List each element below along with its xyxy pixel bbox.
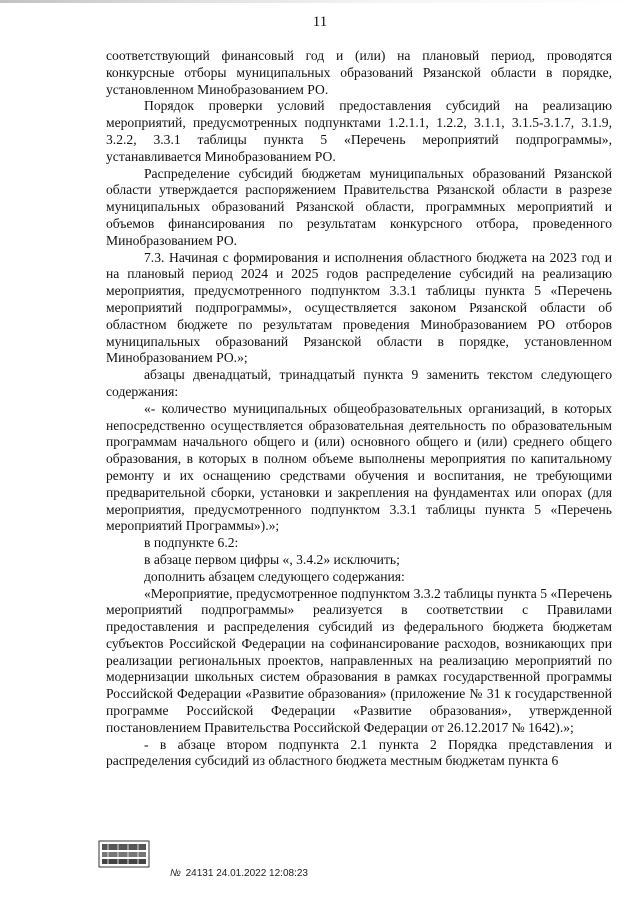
paragraph: «Мероприятие, предусмотренное подпунктом 3.3.2 таблицы пункта 5 «Перечень мероприятий подпрограммы» реализуется в соответствии с Правилами предоставления и распределения субсидий из федерального бюджета бюджетам субъектов Российской Федерации на софинансирование расходов, возникающих при реализации региональных проектов, направленных на реализацию мероприятий по модернизации школьных систем образования в рамках государственной программы Российской Федерации «Развитие образования» (приложение № 31 к государственной программе Российской Федерации «Развитие образования», утвержденной постановлением Правительства Российской Федерации от 26.12.2017 № 1642).»; (106, 585, 612, 735)
page-number: 11 (312, 14, 328, 30)
paragraph: «- количество муниципальных общеобразовательных организаций, в которых непосредственно осуществляется образовательная деятельность по образовательным программам начального общего и (или) основного общего и (или) среднего общего образования, в которых в полном объеме выполнены мероприятия по капитальному ремонту и их оснащению средствами обучения и воспитания, не требующими предварительной сборки, установки и закрепления на фундаментах или опорах (для мероприятия, предусмотренного подпунктом 3.3.1 таблицы пункта 5 «Перечень мероприятий Программы»).»; (106, 400, 612, 534)
registration-stamp (170, 868, 308, 879)
paragraph: 7.3. Начиная с формирования и исполнения областного бюджета на 2023 год и на плановый период 2024 и 2025 годов распределение субсидий на реализацию мероприятия, предусмотренного подпунктом 3.3.1 таблицы пункта 5 «Перечень мероприятий подпрограммы», осуществляется законом Рязанской области об областном бюджете по результатам проведения Минобразованием РО отборов муниципальных образований Рязанской области в порядке, установленном Минобразованием РО.»; (106, 249, 612, 366)
registration-number-datetime: 24131 24.01.2022 12:08:23 (185, 868, 308, 879)
scan-edge (0, 0, 640, 3)
paragraph: дополнить абзацем следующего содержания: (144, 568, 405, 584)
paragraph: в абзаце первом цифры «, 3.4.2» исключить; (144, 551, 400, 567)
registry-seal-icon (98, 840, 150, 868)
document-body (106, 48, 612, 770)
document-footer (98, 838, 518, 878)
paragraph: - в абзаце втором подпункта 2.1 пункта 2 Порядка представления и распределения субсидий из областного бюджета местным бюджетам пункта 6 (106, 736, 612, 769)
number-sign: № (170, 868, 181, 879)
paragraph: в подпункте 6.2: (144, 535, 239, 551)
paragraph: абзацы двенадцатый, тринадцатый пункта 9 заменить текстом следующего содержания: (106, 367, 612, 399)
paragraph: Распределение субсидий бюджетам муниципальных образований Рязанской области утверждается распоряжением Правительства Рязанской области в разрезе муниципальных образований Рязанской области, программных мероприятий и объемов финансирования по результатам конкурсного отбора, проведенного Минобразованием РО. (106, 165, 612, 248)
paragraph: Порядок проверки условий предоставления субсидий на реализацию мероприятий, предусмотренных подпунктами 1.2.1.1, 1.2.2, 3.1.1, 3.1.5-3.1.7, 3.1.9, 3.2.2, 3.3.1 таблицы пункта 5 «Перечень мероприятий подпрограммы», устанавливается Минобразованием РО. (106, 98, 612, 164)
paragraph: соответствующий финансовый год и (или) на плановый период, проводятся конкурсные отборы муниципальных образований Рязанской области в порядке, установленном Минобразованием РО. (106, 48, 612, 97)
